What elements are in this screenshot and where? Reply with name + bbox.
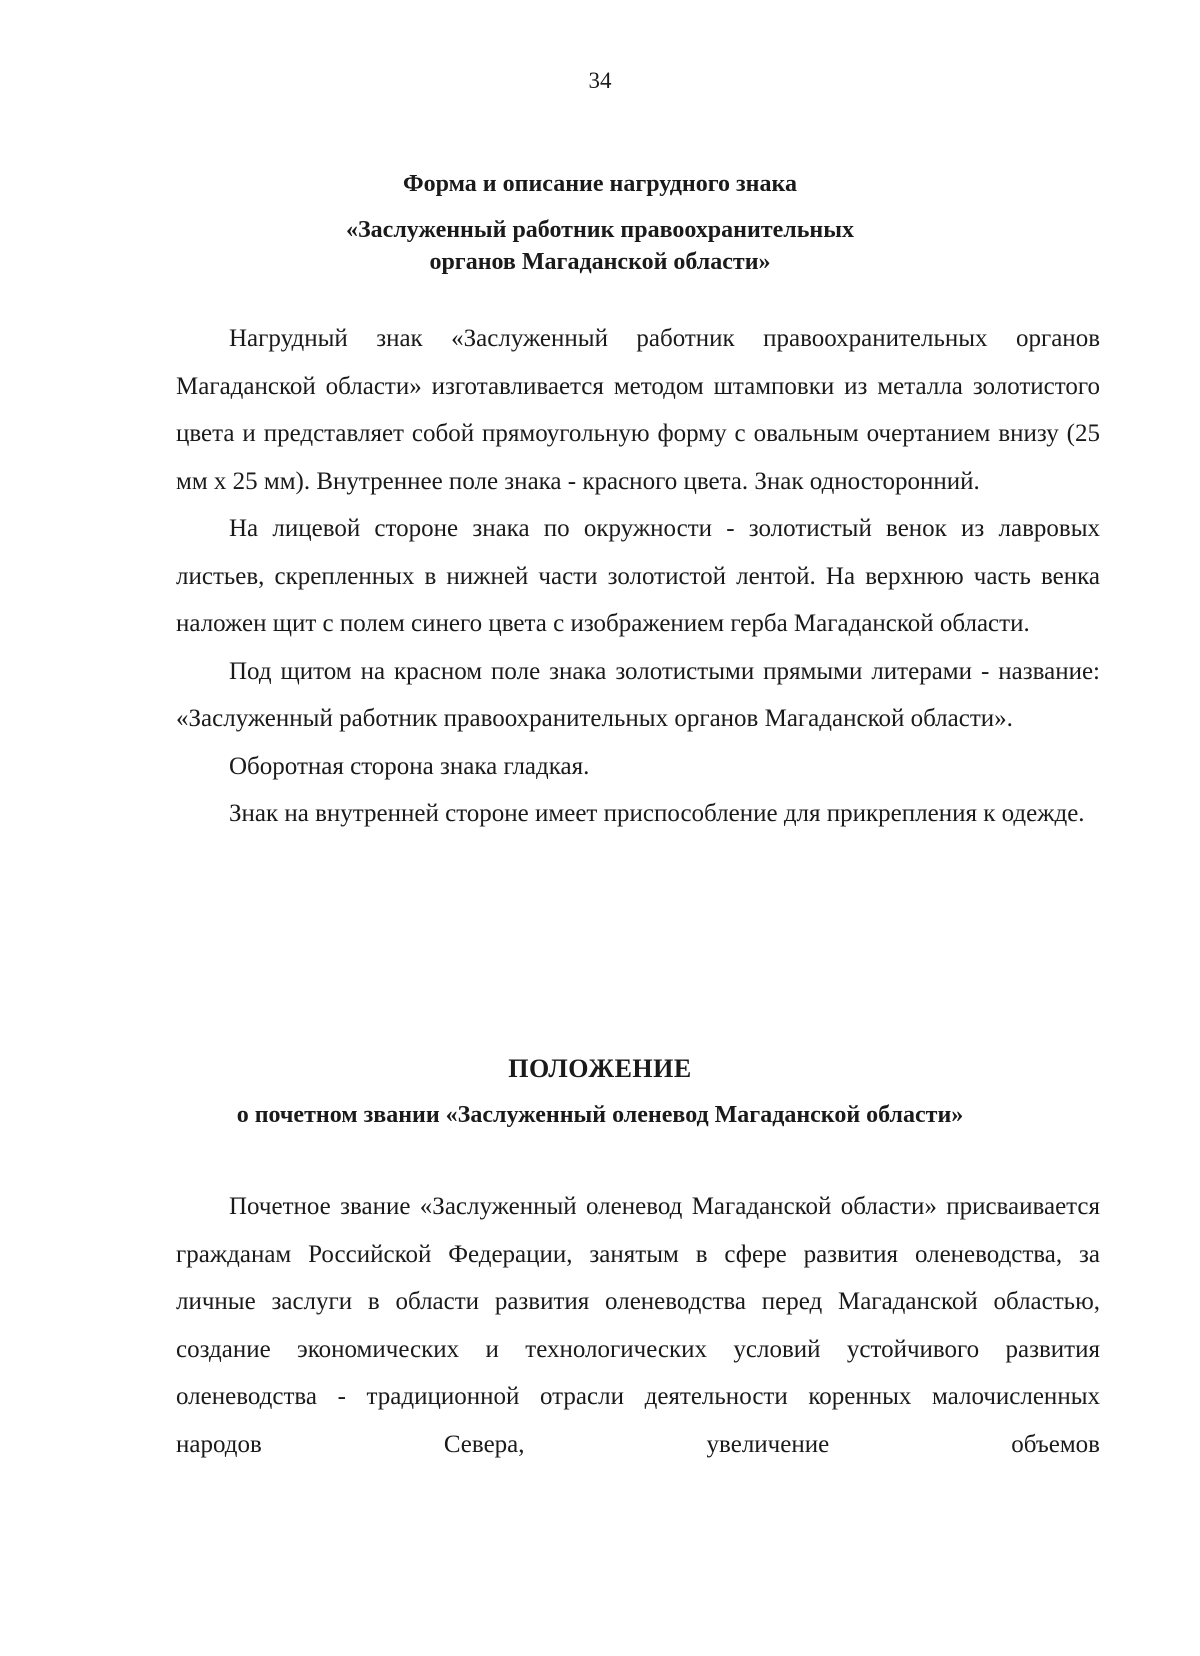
regulation-subtitle: о почетном звании «Заслуженный оленевод Магаданской области» bbox=[236, 1102, 964, 1128]
badge-section-body bbox=[176, 315, 1100, 838]
regulation-paragraph-1: Почетное звание «Заслуженный оленевод Магаданской области» присваивается гражданам Российской Федерации, занятым в сфере развития оленеводства, за личные заслуги в области развития оленеводства перед Магаданской областью, создание экономических и технологических условий устойчивого развития оленеводства - традиционной отрасли деятельности коренных малочисленных народов Севера, увеличение объемов bbox=[176, 1193, 1100, 1458]
badge-paragraph-1: Нагрудный знак «Заслуженный работник правоохранительных органов Магаданской области» изготавливается методом штамповки из металла золотистого цвета и представляет собой прямоугольную форму с овальным очертанием внизу (25 мм х 25 мм). Внутреннее поле знака - красного цвета. Знак односторонний. bbox=[176, 325, 1100, 495]
regulation-title: ПОЛОЖЕНИЕ bbox=[508, 1054, 692, 1083]
badge-paragraph-3: Под щитом на красном поле знака золотистыми прямыми литерами - название: «Заслуженный работник правоохранительных органов Магаданской области». bbox=[176, 657, 1100, 732]
badge-paragraph-4: Оборотная сторона знака гладкая. bbox=[229, 752, 590, 780]
badge-paragraph-2: На лицевой стороне знака по окружности - золотистый венок из лавровых листьев, скрепленных в нижней части золотистой лентой. На верхнюю часть венка наложен щит с полем синего цвета с изображением герба Магаданской области. bbox=[176, 515, 1100, 637]
badge-paragraph-5: Знак на внутренней стороне имеет приспособление для прикрепления к одежде. bbox=[229, 800, 1085, 827]
badge-section-title-line1: Форма и описание нагрудного знака bbox=[403, 171, 797, 197]
badge-section-title-line3: органов Магаданской области» bbox=[429, 249, 771, 275]
page-number: 34 bbox=[588, 68, 612, 93]
regulation-section-body bbox=[176, 1183, 1100, 1468]
badge-section-title-line2: «Заслуженный работник правоохранительных bbox=[346, 217, 854, 243]
